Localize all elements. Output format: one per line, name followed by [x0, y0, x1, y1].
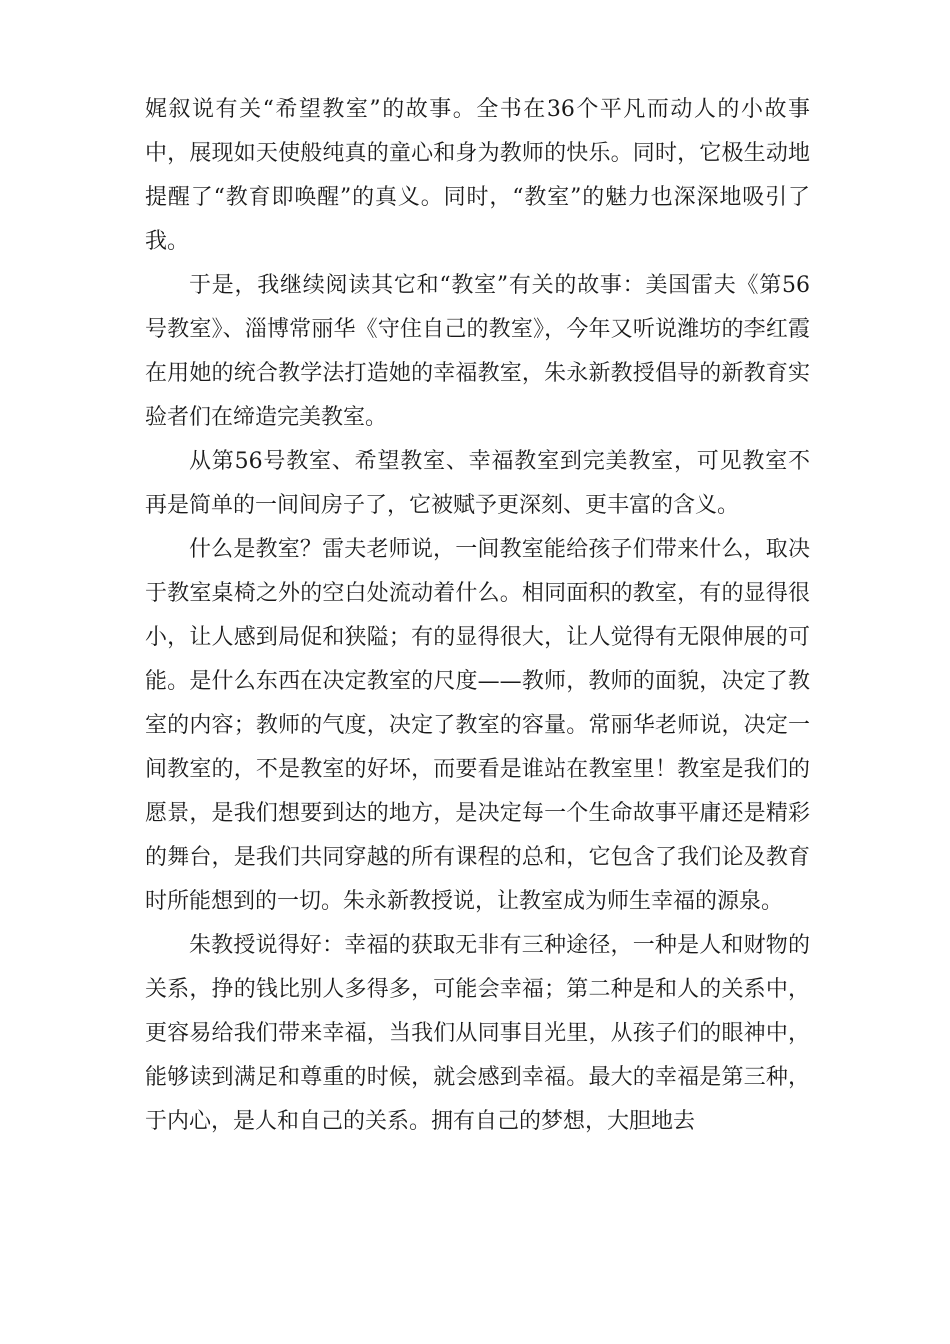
paragraph-3: 从第56号教室、希望教室、幸福教室到完美教室，可见教室不再是简单的一间间房子了，它被赋予更深刻、更丰富的含义。: [145, 449, 810, 518]
paragraph-4: 什么是教室？雷夫老师说，一间教室能给孩子们带来什么，取决于教室桌椅之外的空白处流动着什么。相同面积的教室，有的显得很小，让人感到局促和狭隘；有的显得很大，让人觉得有无限伸展的可能。是什么东西在决定教室的尺度——教师，教师的面貌，决定了教室的内容；教师的气度，决定了教室的容量。常丽华老师说，决定一间教室的，不是教室的好坏，而要看是谁站在教室里！教室是我们的愿景，是我们想要到达的地方，是决定每一个生命故事平庸还是精彩的舞台，是我们共同穿越的所有课程的总和，它包含了我们论及教育时所能想到的一切。朱永新教授说，让教室成为师生幸福的源泉。: [145, 537, 810, 914]
paragraph-2: 于是，我继续阅读其它和“教室”有关的故事：美国雷夫《第56号教室》、淄博常丽华《守住自己的教室》，今年又听说潍坊的李红霞在用她的统合教学法打造她的幸福教室，朱永新教授倡导的新教育实验者们在缔造完美教室。: [145, 273, 810, 430]
paragraph-5: 朱教授说得好：幸福的获取无非有三种途径，一种是人和财物的关系，挣的钱比别人多得多，可能会幸福；第二种是和人的关系中，更容易给我们带来幸福，当我们从同事目光里，从孩子们的眼神中，能够读到满足和尊重的时候，就会感到幸福。最大的幸福是第三种，于内心，是人和自己的关系。拥有自己的梦想，大胆地去: [145, 933, 810, 1134]
paragraph-1: 娓叙说有关“希望教室”的故事。全书在36个平凡而动人的小故事中，展现如天使般纯真的童心和身为教师的快乐。同时，它极生动地提醒了“教育即唤醒”的真义。同时，“教室”的魅力也深深地吸引了我。: [145, 97, 810, 254]
document-body: [145, 88, 810, 1144]
